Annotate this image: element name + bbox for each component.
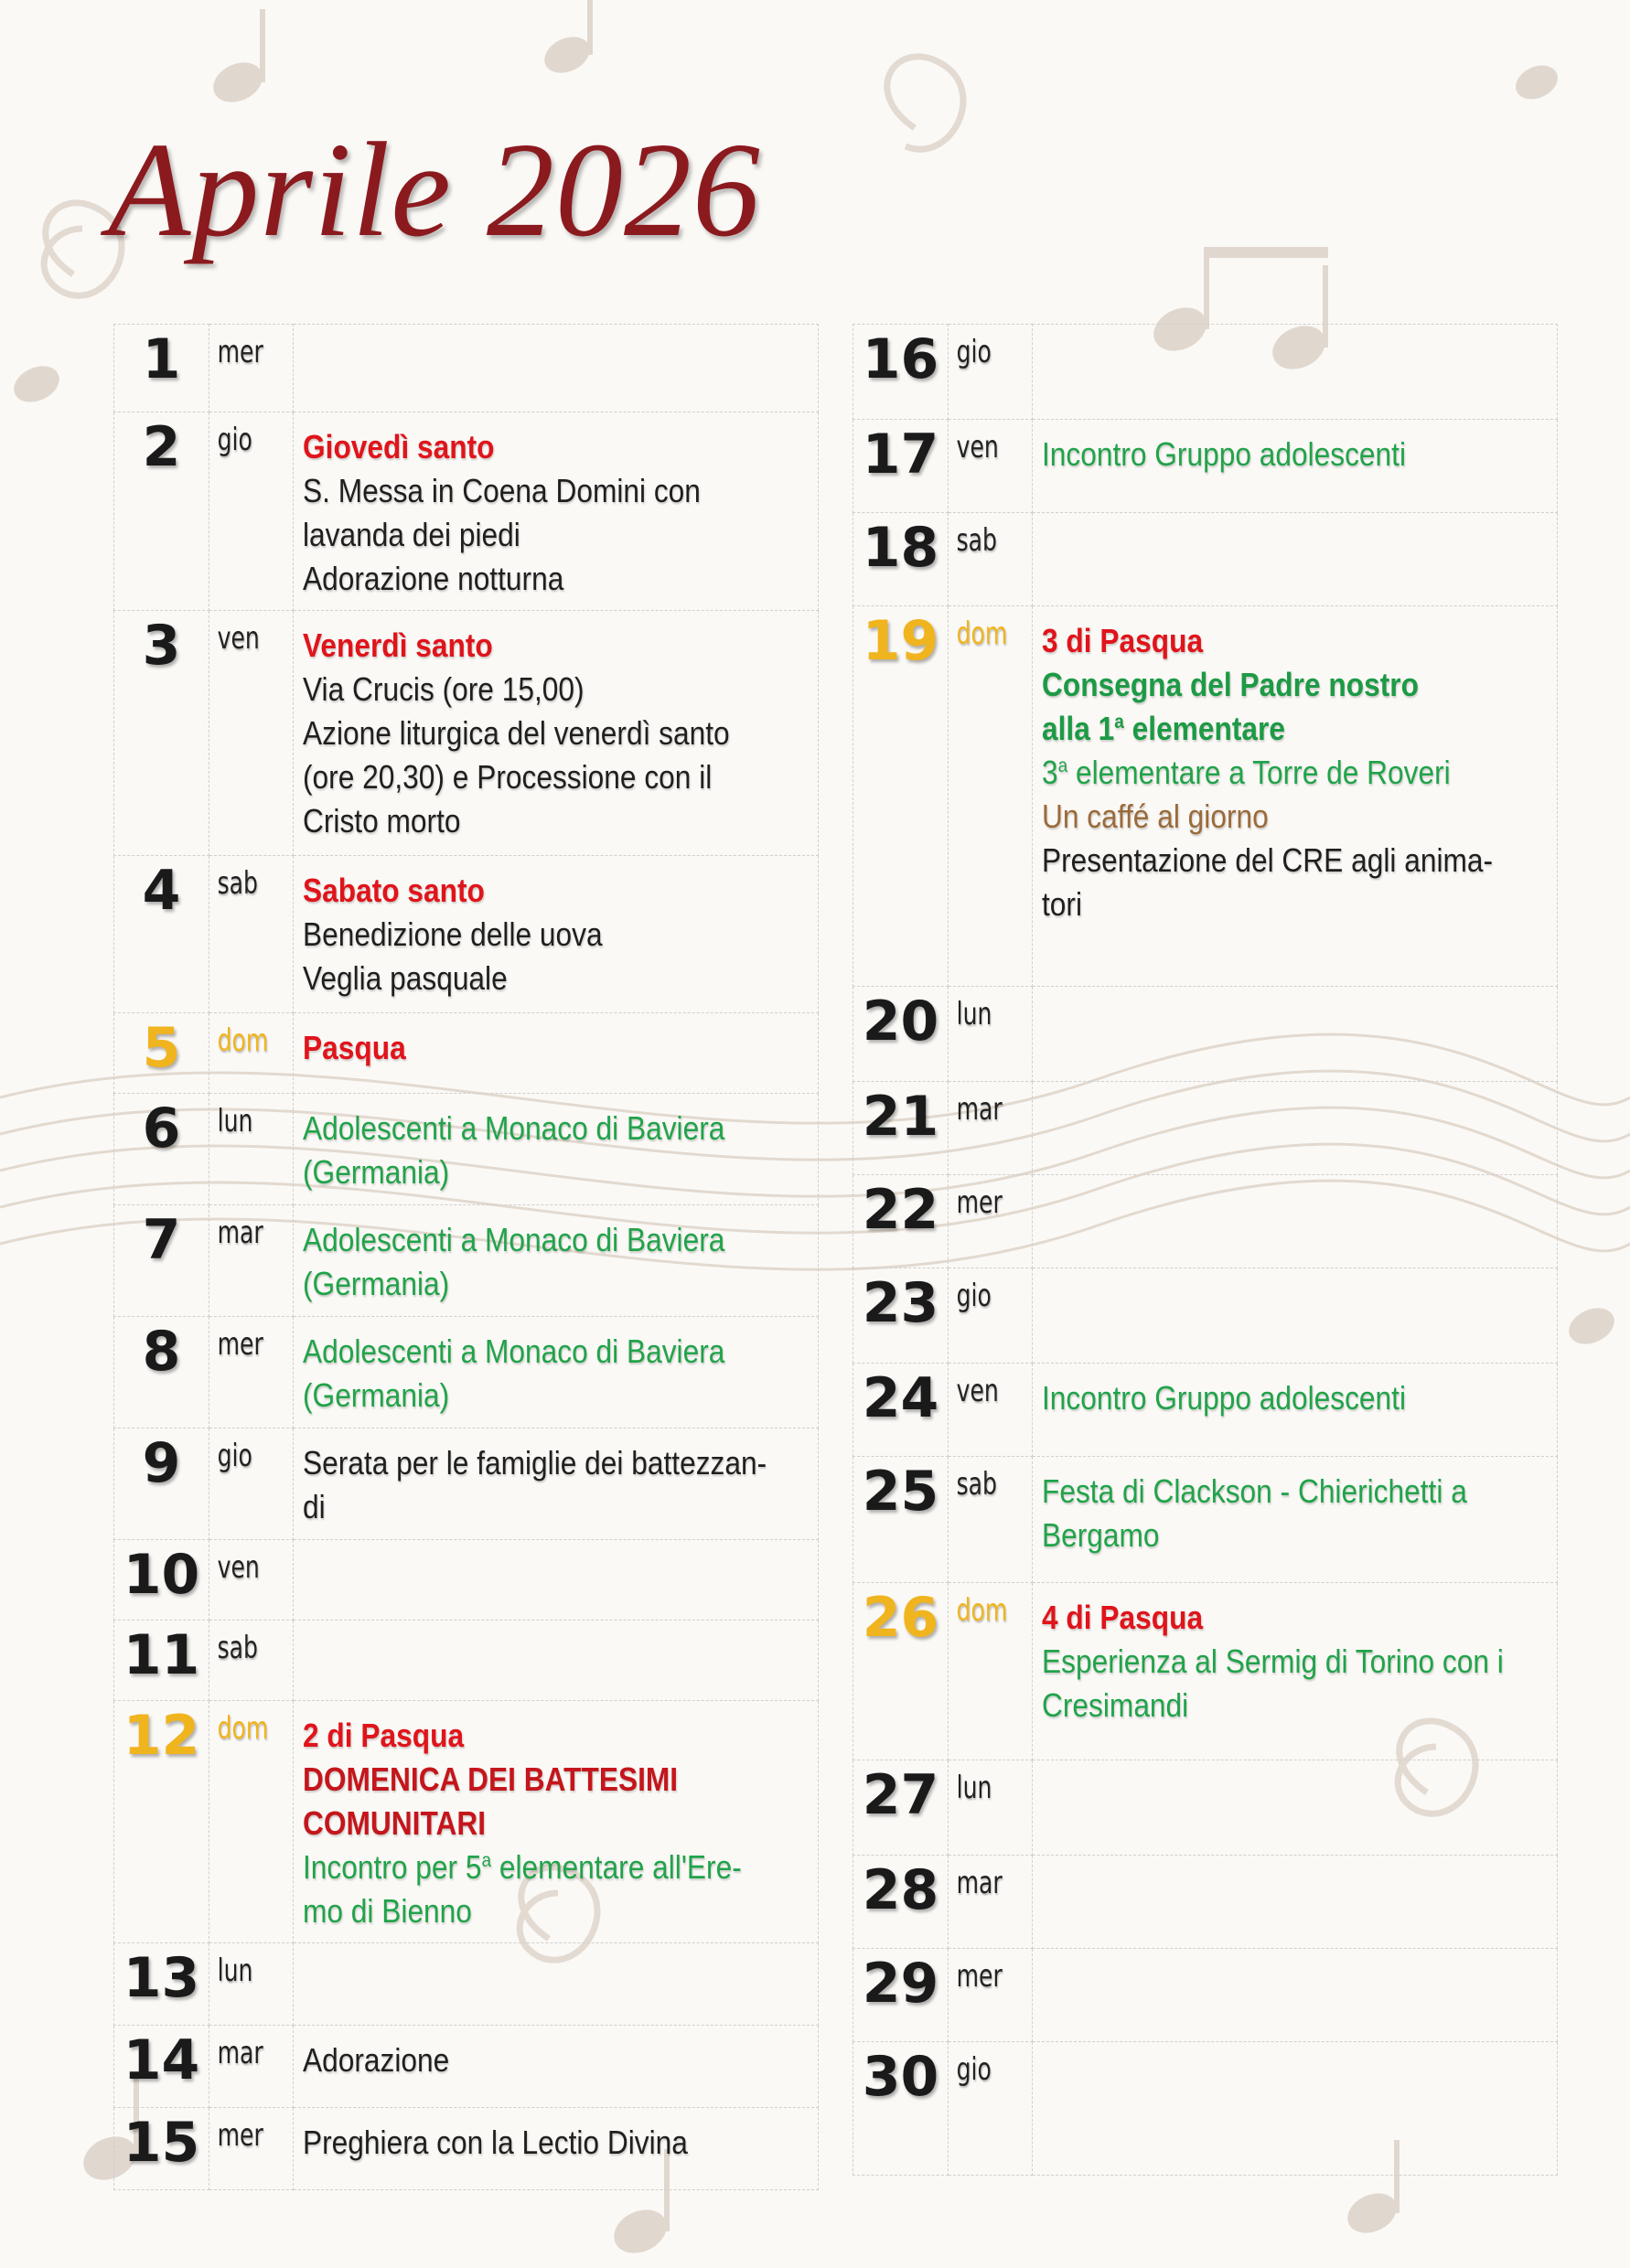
event-line: 3$^a$ elementare a Torre de Roveri bbox=[1042, 754, 1451, 791]
day-row bbox=[114, 611, 819, 856]
event-line: Via Crucis (ore 15,00) bbox=[303, 670, 584, 708]
weekday-label: lun bbox=[949, 987, 1017, 1082]
event-line: Adolescenti a Monaco di Baviera bbox=[303, 1221, 725, 1258]
day-events bbox=[1033, 1760, 1558, 1856]
day-number: 1 bbox=[114, 325, 209, 412]
event-line: 4 di Pasqua bbox=[1042, 1599, 1204, 1636]
day-number: 21 bbox=[853, 1082, 949, 1175]
event-line: Adolescenti a Monaco di Baviera bbox=[303, 1332, 725, 1370]
event-line: 3 di Pasqua bbox=[1042, 622, 1204, 659]
weekday-label: mer bbox=[209, 1317, 278, 1428]
day-events bbox=[294, 1317, 819, 1428]
day-row bbox=[114, 1205, 819, 1317]
weekday-label: lun bbox=[949, 1760, 1017, 1856]
weekday-label: mar bbox=[209, 1205, 278, 1317]
day-row bbox=[853, 1583, 1558, 1760]
event-line: Venerdì santo bbox=[303, 626, 493, 664]
day-row bbox=[853, 1949, 1558, 2042]
day-events bbox=[1033, 1856, 1558, 1949]
day-number: 5 bbox=[114, 1013, 209, 1094]
event-line: S. Messa in Coena Domini con bbox=[303, 472, 701, 509]
weekday-label: mer bbox=[209, 2108, 278, 2190]
day-events bbox=[294, 412, 819, 611]
day-row bbox=[114, 856, 819, 1013]
event-line: Consegna del Padre nostro bbox=[1042, 666, 1419, 703]
day-number: 20 bbox=[853, 987, 949, 1082]
event-line: Incontro Gruppo adolescenti bbox=[1042, 435, 1407, 473]
day-row bbox=[114, 1701, 819, 1943]
event-line: Presentazione del CRE agli anima- bbox=[1042, 841, 1494, 879]
day-number: 23 bbox=[853, 1268, 949, 1364]
day-events bbox=[294, 1540, 819, 1621]
event-line: COMUNITARI bbox=[303, 1804, 487, 1842]
day-events bbox=[294, 1013, 819, 1094]
day-row bbox=[853, 1364, 1558, 1457]
day-row bbox=[114, 1317, 819, 1428]
weekday-label: dom bbox=[209, 1013, 278, 1094]
weekday-label: mar bbox=[949, 1082, 1017, 1175]
day-number: 13 bbox=[114, 1943, 209, 2026]
day-row bbox=[853, 1175, 1558, 1268]
day-row bbox=[853, 987, 1558, 1082]
day-events bbox=[1033, 420, 1558, 513]
event-line: Serata per le famiglie dei battezzan- bbox=[303, 1444, 767, 1482]
day-row bbox=[853, 325, 1558, 420]
day-row bbox=[114, 1943, 819, 2026]
day-events bbox=[1033, 1082, 1558, 1175]
event-line: Sabato santo bbox=[303, 872, 485, 909]
day-events bbox=[1033, 1175, 1558, 1268]
day-row bbox=[853, 1856, 1558, 1949]
weekday-label: ven bbox=[209, 1540, 278, 1621]
weekday-label: mer bbox=[209, 325, 278, 412]
event-line: 2 di Pasqua bbox=[303, 1717, 465, 1754]
day-events bbox=[1033, 1949, 1558, 2042]
day-number: 29 bbox=[853, 1949, 949, 2042]
day-number: 9 bbox=[114, 1428, 209, 1540]
day-events bbox=[294, 856, 819, 1013]
weekday-label: gio bbox=[949, 1268, 1017, 1364]
event-line: Cresimandi bbox=[1042, 1686, 1189, 1724]
day-events bbox=[294, 1701, 819, 1943]
weekday-label: dom bbox=[949, 1583, 1017, 1760]
weekday-label: sab bbox=[949, 1457, 1017, 1583]
day-row bbox=[114, 1540, 819, 1621]
event-line: Veglia pasquale bbox=[303, 959, 508, 997]
weekday-label: dom bbox=[209, 1701, 278, 1943]
event-line: (ore 20,30) e Processione con il bbox=[303, 758, 713, 796]
day-row bbox=[114, 1094, 819, 1205]
event-line: Giovedì santo bbox=[303, 428, 495, 465]
weekday-label: gio bbox=[949, 2042, 1017, 2176]
day-number: 2 bbox=[114, 412, 209, 611]
day-events bbox=[1033, 1583, 1558, 1760]
day-number: 12 bbox=[114, 1701, 209, 1943]
event-line: Adolescenti a Monaco di Baviera bbox=[303, 1109, 725, 1147]
day-number: 28 bbox=[853, 1856, 949, 1949]
weekday-label: sab bbox=[949, 513, 1017, 606]
weekday-label: mer bbox=[949, 1175, 1017, 1268]
event-line: tori bbox=[1042, 885, 1083, 923]
day-row bbox=[853, 420, 1558, 513]
calendar-left-column bbox=[113, 324, 819, 2190]
day-row bbox=[853, 1457, 1558, 1583]
event-line: DOMENICA DEI BATTESIMI bbox=[303, 1760, 679, 1798]
day-number: 10 bbox=[114, 1540, 209, 1621]
weekday-label: ven bbox=[949, 1364, 1017, 1457]
event-line: lavanda dei piedi bbox=[303, 516, 520, 553]
day-events bbox=[294, 2108, 819, 2190]
day-events bbox=[294, 1943, 819, 2026]
day-number: 18 bbox=[853, 513, 949, 606]
weekday-label: lun bbox=[209, 1943, 278, 2026]
day-events bbox=[294, 1094, 819, 1205]
day-events bbox=[1033, 1268, 1558, 1364]
event-line: Bergamo bbox=[1042, 1516, 1160, 1554]
day-events bbox=[294, 1428, 819, 1540]
event-line: Incontro Gruppo adolescenti bbox=[1042, 1379, 1407, 1417]
calendar-right-column bbox=[853, 324, 1558, 2176]
weekday-label: ven bbox=[209, 611, 278, 856]
day-number: 26 bbox=[853, 1583, 949, 1760]
weekday-label: gio bbox=[209, 1428, 278, 1540]
day-row bbox=[853, 606, 1558, 987]
event-line: (Germania) bbox=[303, 1376, 450, 1414]
day-row bbox=[853, 1268, 1558, 1364]
day-row bbox=[853, 513, 1558, 606]
weekday-label: mar bbox=[209, 2026, 278, 2108]
day-number: 14 bbox=[114, 2026, 209, 2108]
day-number: 8 bbox=[114, 1317, 209, 1428]
event-line: (Germania) bbox=[303, 1153, 450, 1191]
weekday-label: dom bbox=[949, 606, 1017, 987]
event-line: Esperienza al Sermig di Torino con i bbox=[1042, 1642, 1504, 1680]
day-events bbox=[1033, 325, 1558, 420]
weekday-label: sab bbox=[209, 1621, 278, 1701]
day-row bbox=[114, 2108, 819, 2190]
event-line: Un caffé al giorno bbox=[1042, 797, 1269, 835]
day-events bbox=[294, 611, 819, 856]
day-number: 16 bbox=[853, 325, 949, 420]
day-row bbox=[114, 1428, 819, 1540]
day-events bbox=[1033, 513, 1558, 606]
day-number: 4 bbox=[114, 856, 209, 1013]
day-events bbox=[294, 2026, 819, 2108]
event-line: Azione liturgica del venerdì santo bbox=[303, 714, 730, 752]
day-row bbox=[853, 2042, 1558, 2176]
day-events bbox=[294, 325, 819, 412]
day-number: 11 bbox=[114, 1621, 209, 1701]
day-number: 7 bbox=[114, 1205, 209, 1317]
day-events bbox=[1033, 606, 1558, 987]
day-events bbox=[1033, 2042, 1558, 2176]
day-events bbox=[1033, 1457, 1558, 1583]
page-title: Aprile 2026 bbox=[108, 115, 761, 265]
weekday-label: lun bbox=[209, 1094, 278, 1205]
day-number: 30 bbox=[853, 2042, 949, 2176]
event-line: Benedizione delle uova bbox=[303, 915, 603, 953]
day-number: 27 bbox=[853, 1760, 949, 1856]
day-row bbox=[853, 1760, 1558, 1856]
day-number: 3 bbox=[114, 611, 209, 856]
day-number: 24 bbox=[853, 1364, 949, 1457]
event-line: Incontro per 5$^a$ elementare all'Ere- bbox=[303, 1848, 742, 1886]
event-line: Cristo morto bbox=[303, 802, 461, 840]
event-line: mo di Bienno bbox=[303, 1892, 472, 1930]
event-line: Adorazione notturna bbox=[303, 560, 564, 597]
event-line: di bbox=[303, 1488, 326, 1525]
day-row bbox=[114, 412, 819, 611]
weekday-label: ven bbox=[949, 420, 1017, 513]
day-row bbox=[853, 1082, 1558, 1175]
event-line: Pasqua bbox=[303, 1029, 406, 1066]
weekday-label: sab bbox=[209, 856, 278, 1013]
weekday-label: mer bbox=[949, 1949, 1017, 2042]
weekday-label: gio bbox=[209, 412, 278, 611]
event-line: Adorazione bbox=[303, 2041, 450, 2079]
day-number: 6 bbox=[114, 1094, 209, 1205]
weekday-label: gio bbox=[949, 325, 1017, 420]
day-events bbox=[294, 1205, 819, 1317]
weekday-label: mar bbox=[949, 1856, 1017, 1949]
day-number: 25 bbox=[853, 1457, 949, 1583]
day-row bbox=[114, 1621, 819, 1701]
event-line: Festa di Clackson - Chierichetti a bbox=[1042, 1472, 1467, 1510]
day-number: 19 bbox=[853, 606, 949, 987]
day-number: 22 bbox=[853, 1175, 949, 1268]
day-row bbox=[114, 325, 819, 412]
day-row bbox=[114, 2026, 819, 2108]
event-line: Preghiera con la Lectio Divina bbox=[303, 2124, 688, 2161]
day-number: 15 bbox=[114, 2108, 209, 2190]
day-events bbox=[294, 1621, 819, 1701]
event-line: alla 1$^a$ elementare bbox=[1042, 710, 1285, 747]
day-number: 17 bbox=[853, 420, 949, 513]
event-line: (Germania) bbox=[303, 1265, 450, 1302]
day-row bbox=[114, 1013, 819, 1094]
day-events bbox=[1033, 1364, 1558, 1457]
day-events bbox=[1033, 987, 1558, 1082]
